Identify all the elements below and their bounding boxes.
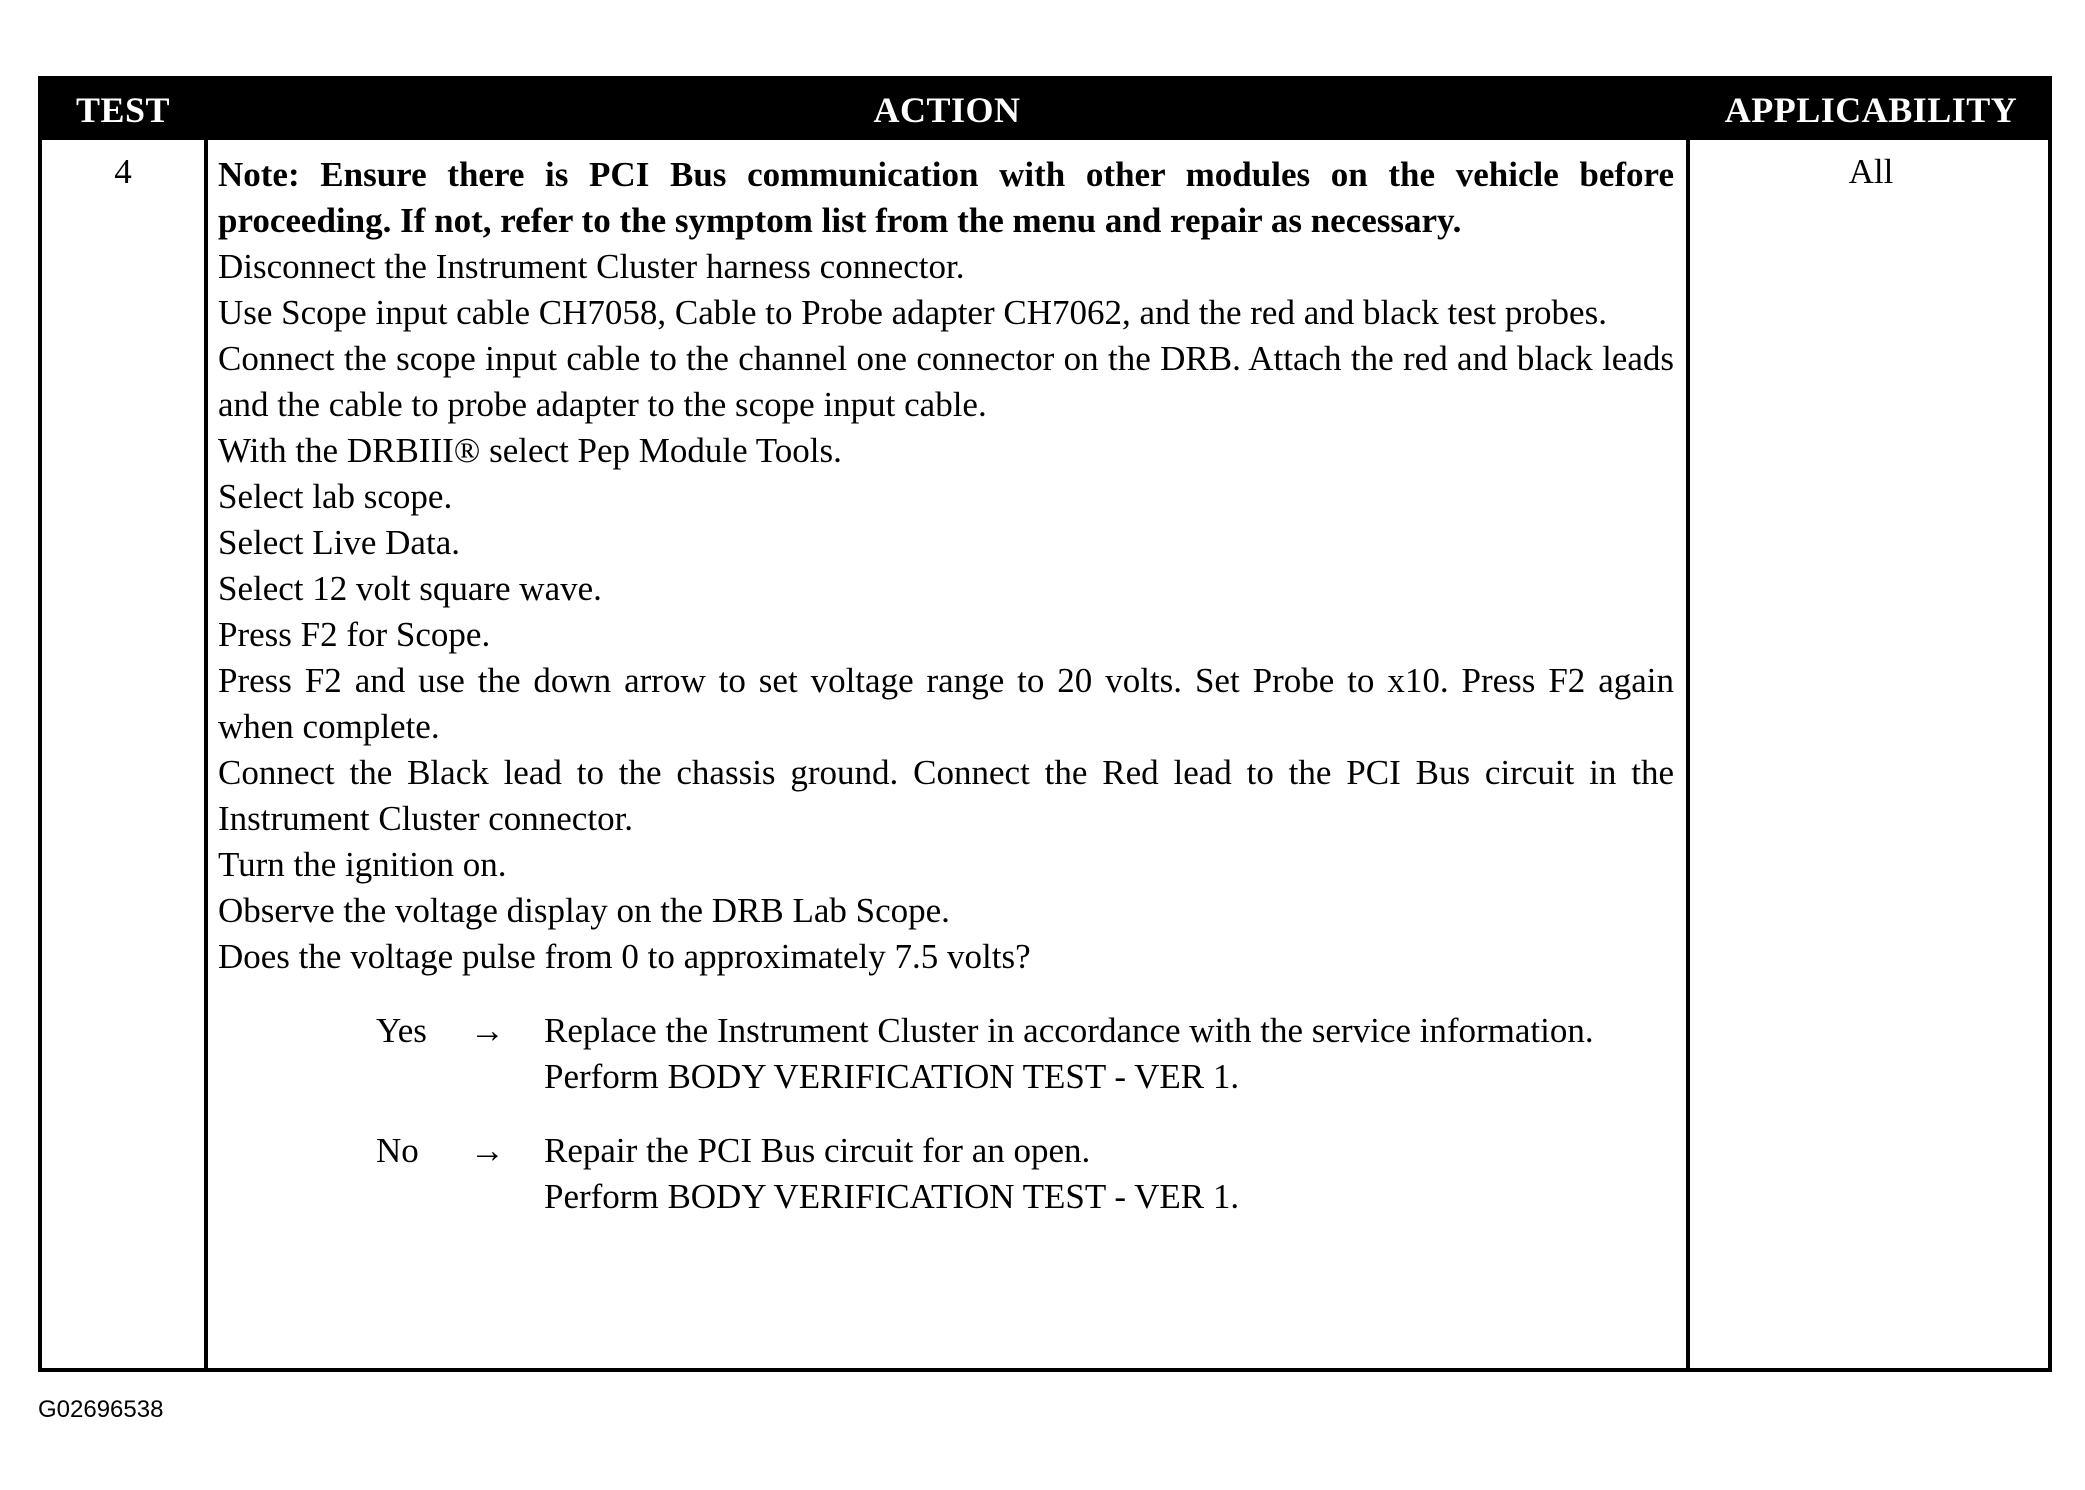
no-instructions [544,1128,1674,1220]
action-step: With the DRBIII® select Pep Module Tools. [218,431,842,470]
no-label: No [376,1131,419,1170]
column-divider [1686,140,1690,1368]
test-number: 4 [114,152,132,191]
no-line: Perform BODY VERIFICATION TEST - VER 1. [544,1177,1240,1216]
action-step: Observe the voltage display on the DRB Lab Scope. [218,891,950,930]
column-divider [204,140,208,1368]
action-step: Does the voltage pulse from 0 to approximately 7.5 volts? [218,937,1031,976]
no-branch [218,1128,1674,1220]
action-note: Note: Ensure there is PCI Bus communication with other modules on the vehicle before proceeding. If not, refer to the symptom list from the menu and repair as necessary. [218,155,1674,240]
header-test: TEST [75,90,171,130]
action-step: Connect the scope input cable to the channel one connector on the DRB. Attach the red and black leads and the cable to probe adapter to the scope input cable. [218,339,1674,424]
action-cell [218,152,1674,1220]
action-step: Connect the Black lead to the chassis ground. Connect the Red lead to the PCI Bus circuit in the Instrument Cluster connector. [218,753,1674,838]
action-step: Press F2 for Scope. [218,615,491,654]
action-step: Disconnect the Instrument Cluster harness connector. [218,247,965,286]
right-arrow-icon: → [470,1131,505,1170]
action-step: Turn the ignition on. [218,845,507,884]
no-line: Repair the PCI Bus circuit for an open. [544,1131,1091,1170]
action-step: Select Live Data. [218,523,460,562]
action-step: Press F2 and use the down arrow to set voltage range to 20 volts. Set Probe to x10. Press F2 again when complete. [218,661,1674,746]
yes-instructions [544,1008,1674,1100]
header-applicability: APPLICABILITY [1724,90,2018,130]
yes-branch [218,1008,1674,1100]
action-step: Select lab scope. [218,477,453,516]
table-header [42,80,2048,140]
yes-line: Replace the Instrument Cluster in accordance with the service information. [544,1011,1594,1050]
yes-line: Perform BODY VERIFICATION TEST - VER 1. [544,1057,1240,1096]
yes-label: Yes [376,1011,427,1050]
diagnostic-test-table [38,76,2052,1372]
header-action: ACTION [873,90,1021,130]
right-arrow-icon: → [470,1011,505,1050]
action-step: Use Scope input cable CH7058, Cable to Probe adapter CH7062, and the red and black test probes. [218,293,1607,332]
action-step: Select 12 volt square wave. [218,569,602,608]
applicability-value: All [1848,152,1894,191]
figure-id: G02696538 [38,1396,164,1423]
